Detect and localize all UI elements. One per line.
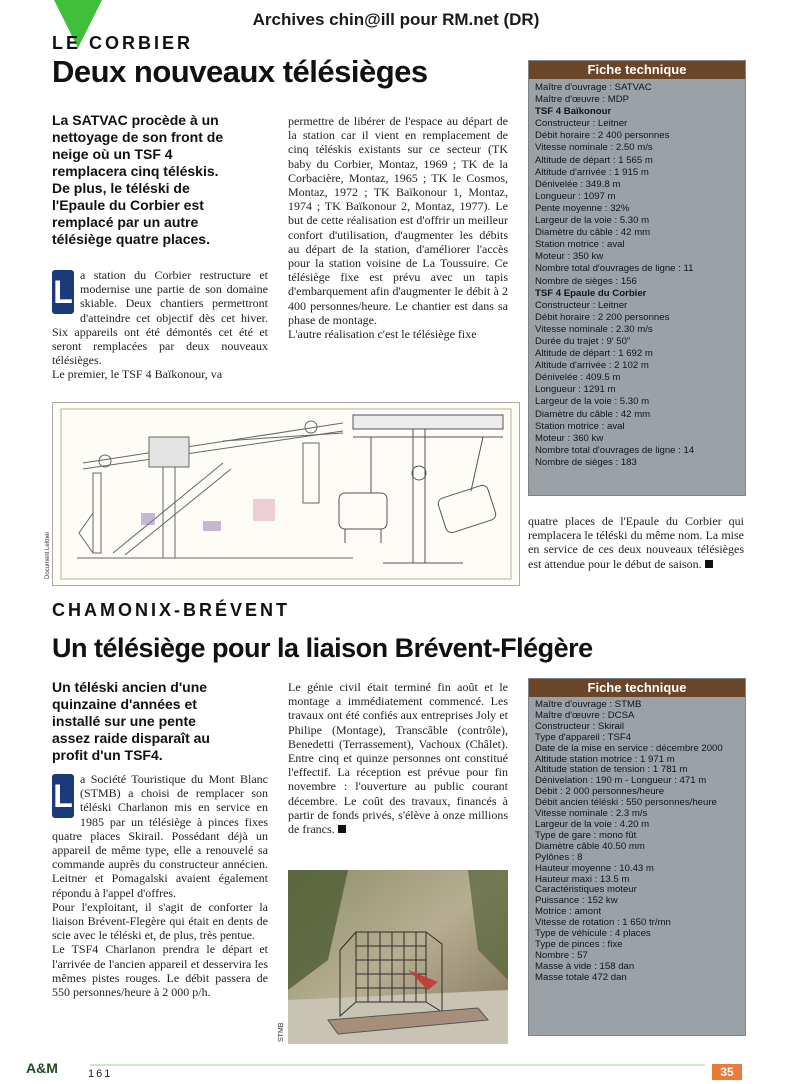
fiche-item: Altitude de départ : 1 565 m xyxy=(535,154,653,166)
fiche-item: Altitude station motrice : 1 971 m xyxy=(535,753,675,765)
fiche-item: Type de véhicule : 4 places xyxy=(535,928,651,940)
fiche-list xyxy=(529,697,745,984)
lede-line: assez raide disparaît au xyxy=(52,730,210,746)
end-of-article-mark xyxy=(705,560,713,568)
fiche-item: Pylônes : 8 xyxy=(535,851,583,863)
fiche-subheading: TSF 4 Epaule du Corbier xyxy=(535,287,647,299)
fiche-item: Constructeur : Skirail xyxy=(535,720,625,732)
fiche-item: Nombre de sièges : 183 xyxy=(535,456,637,468)
fiche-item: Débit horaire : 2 200 personnes xyxy=(535,311,670,323)
article1-lede xyxy=(52,112,277,248)
article2-column-2 xyxy=(288,680,508,836)
fiche-item: Hauteur maxi : 13.5 m xyxy=(535,873,630,885)
lede-line: remplacera cinq téléskis. xyxy=(52,163,219,179)
paragraph: L'autre réalisation c'est le télésiège fixe xyxy=(288,327,477,342)
lede-line: neige où un TSF 4 xyxy=(52,146,173,162)
fiche-item: Caractéristiques moteur xyxy=(535,884,637,896)
paragraph: Pour l'exploitant, il s'agit de conforter la liaison Brévent-Flegère qui était en dents de scie avec le téléski et, de plus, très pentue. xyxy=(52,899,268,943)
fiche-item: Pente moyenne : 32% xyxy=(535,202,630,214)
lede-line: remplacé par un autre xyxy=(52,214,199,230)
fiche-item: Date de la mise en service : décembre 2000 xyxy=(535,742,723,754)
fiche-item: Débit ancien téléski : 550 personnes/heure xyxy=(535,797,717,809)
fiche-item: Maître d'ouvrage : STMB xyxy=(535,699,642,710)
paragraph: a Société Touristique du Mont Blanc (STMB) a choisi de remplacer son téléski Charlanon mis en service en 1985 par un télésiège à pinces fixes quatre places Skirail. Possédant déjà un appareil de même type, elle a renouvelé sa commande auprès du constructeur annécien. Leitner et Pomagalski avaient également répondu à l'appel d'offres. xyxy=(52,772,268,900)
fiche-item: Motrice : amont xyxy=(535,906,602,918)
article2-lede xyxy=(52,679,277,764)
fiche-item: Maître d'ouvrage : SATVAC xyxy=(535,82,652,93)
paragraph-text: Le génie civil était terminé fin août et le montage a immédiatement commencé. Les travaux ont été confiés aux entreprises Joly et Philipe (Montage), Transcâble (contrôle), Benedetti (Terrassement), Vachoux (Châlet). Entre cinq et quinze personnes ont constitué l'effectif. La réception est prévue pour fin novembre : l'ouverture au public courant décembre. Le coût des travaux, financés à partir de fonds privés, s'élève à onze millions de francs. xyxy=(288,680,508,837)
fiche-item: Moteur : 360 kw xyxy=(535,432,604,444)
fiche-item: Diamètre du câble : 42 mm xyxy=(535,408,651,420)
footer-rule xyxy=(90,1064,705,1066)
fiche-item: Type de pinces : fixe xyxy=(535,938,623,950)
fiche-item: Nombre : 57 xyxy=(535,949,588,961)
fiche-item: Débit : 2 000 personnes/heure xyxy=(535,786,665,798)
fiche-item: Largeur de la voie : 4.20 m xyxy=(535,818,650,830)
fiche-item: Masse totale 472 dan xyxy=(535,971,627,983)
fiche-item: Nombre de sièges : 156 xyxy=(535,275,637,287)
fiche-item: Diamètre du câble : 42 mm xyxy=(535,227,651,239)
fiche-item: Largeur de la voie : 5.30 m xyxy=(535,215,650,227)
paragraph: permettre de libérer de l'espace au départ de la station car il vient en remplacement de cinq téléskis existants sur ce secteur (TK baby du Corbier, Montaz, 1969 ; TK de la Corbacière, Montaz, 1965 ; TK le Cosmos, Montaz, 1972 ; TK Baïkonour 1, Montaz, 1974 ; TK Baïkonour 2, Montaz, 1977). Le but de cette réalisation est d'offrir un meilleur confort d'utilisation, d'augmenter les débits au départ de la station, d'améliorer l'accès pour la station voisine de La Toussuire. Ce télésiège fixe est prévu avec un tapis d'embarquement afin d'augmenter le débit à 2 400 personnes/heure. Le chantier est dans sa phase de montage. xyxy=(288,114,508,327)
article1-column-3 xyxy=(528,514,744,571)
magazine-logo: A&M xyxy=(26,1060,58,1076)
article1-kicker: LE CORBIER xyxy=(52,33,194,53)
fiche-item: Maître d'œuvre : DCSA xyxy=(535,709,635,721)
article1-column-2 xyxy=(288,114,508,341)
lede-line: Un téléski ancien d'une xyxy=(52,679,208,695)
lede-line: De plus, le téléski de xyxy=(52,180,190,196)
fiche-item: Durée du trajet : 9' 50" xyxy=(535,335,631,347)
photo-svg xyxy=(288,870,508,1044)
end-of-article-mark xyxy=(338,825,346,833)
article2-title: Un télésiège pour la liaison Brévent-Flégère xyxy=(52,633,593,663)
paragraph xyxy=(528,514,744,571)
lede-line: profit d'un TSF4. xyxy=(52,747,163,763)
issue-number: 161 xyxy=(88,1068,113,1080)
fiche-item: Longueur : 1291 m xyxy=(535,384,616,396)
fiche-item: Dénivelée : 349.8 m xyxy=(535,178,621,190)
fiche-subheading: TSF 4 Baïkonour xyxy=(535,106,612,118)
article1-title: Deux nouveaux télésièges xyxy=(52,54,428,89)
fiche-item: Station motrice : aval xyxy=(535,420,625,432)
fiche-item: Nombre total d'ouvrages de ligne : 11 xyxy=(535,263,694,275)
fiche-item: Diamètre câble 40.50 mm xyxy=(535,840,645,852)
article2-column-1 xyxy=(52,772,268,999)
fiche-technique-corbier xyxy=(528,60,746,496)
archive-credit: Archives chin@ill pour RM.net (DR) xyxy=(252,10,540,29)
fiche-item: Vitesse nominale : 2.30 m/s xyxy=(535,323,653,335)
photo-credit: STMB xyxy=(278,1022,285,1042)
article1-column-1 xyxy=(52,268,268,382)
lede-line: nettoyage de son front de xyxy=(52,129,224,145)
fiche-item: Altitude de départ : 1 692 m xyxy=(535,348,653,360)
fiche-item: Vitesse de rotation : 1 650 tr/mn xyxy=(535,917,671,929)
paragraph xyxy=(288,680,508,836)
figure-credit: Document Leitner xyxy=(45,531,51,579)
construction-site-photo xyxy=(278,870,508,1044)
paragraph: Le TSF4 Charlanon prendra le départ et l'arrivée de l'ancien appareil et desservira les mêmes pistes rouges. Le débit passera de 550 personnes/heure à 2 000 p/h. xyxy=(52,942,268,1000)
fiche-item: Nombre total d'ouvrages de ligne : 14 xyxy=(535,444,695,456)
fiche-item: Moteur : 350 kw xyxy=(535,251,604,263)
drawing-svg xyxy=(53,403,519,585)
paragraph-text: quatre places de l'Epaule du Corbier qui remplacera le téléski du même nom. La mise en service de ces deux nouveaux télésièges est attendue pour le début de saison. xyxy=(528,514,744,571)
fiche-item: Altitude station de tension : 1 781 m xyxy=(535,764,688,776)
page-number: 35 xyxy=(712,1064,742,1080)
fiche-item: Dénivelée : 409.5 m xyxy=(535,372,621,384)
fiche-item: Hauteur moyenne : 10.43 m xyxy=(535,862,654,874)
fiche-list xyxy=(529,79,745,469)
lede-line: télésiège quatre places. xyxy=(52,231,210,247)
paragraph: Le premier, le TSF 4 Baïkonour, va xyxy=(52,367,223,382)
fiche-item: Type d'appareil : TSF4 xyxy=(535,731,632,743)
fiche-item: Type de gare : mono fût xyxy=(535,829,637,841)
lede-line: quinzaine d'années et xyxy=(52,696,197,712)
fiche-item: Puissance : 152 kw xyxy=(535,895,618,907)
paragraph: a station du Corbier restructure et modernise une partie de son domaine skiable. Deux chantiers permettront d'atteindre cet objectif dès cet hiver. Six appareils ont été démontés cet été et seront remplacées par deux nouveaux télésièges. xyxy=(52,268,268,368)
fiche-item: Vitesse nominale : 2.3 m/s xyxy=(535,808,648,820)
fiche-item: Altitude d'arrivée : 1 915 m xyxy=(535,166,649,178)
fiche-title: Fiche technique xyxy=(529,61,745,79)
fiche-title: Fiche technique xyxy=(529,679,745,697)
chairlift-technical-drawing xyxy=(45,402,520,586)
fiche-item: Altitude d'arrivée : 2 102 m xyxy=(535,360,649,372)
fiche-item: Station motrice : aval xyxy=(535,239,625,251)
fiche-item: Constructeur : Leitner xyxy=(535,299,628,311)
fiche-item: Dénivelation : 190 m - Longueur : 471 m xyxy=(535,775,707,787)
fiche-technique-brevent xyxy=(528,678,746,1036)
fiche-item: Maître d'œuvre : MDP xyxy=(535,94,630,106)
fiche-item: Longueur : 1097 m xyxy=(535,190,616,202)
lede-line: La SATVAC procède à un xyxy=(52,112,219,128)
lede-line: installé sur une pente xyxy=(52,713,196,729)
lede-line: l'Epaule du Corbier est xyxy=(52,197,204,213)
fiche-item: Constructeur : Leitner xyxy=(535,118,628,130)
fiche-item: Largeur de la voie : 5.30 m xyxy=(535,396,650,408)
article2-kicker: CHAMONIX-BRÉVENT xyxy=(52,600,291,620)
fiche-item: Débit horaire : 2 400 personnes xyxy=(535,130,670,142)
dropcap: L xyxy=(52,774,74,818)
fiche-item: Vitesse nominale : 2.50 m/s xyxy=(535,142,653,154)
dropcap: L xyxy=(52,270,74,314)
fiche-item: Masse à vide : 158 dan xyxy=(535,960,635,972)
